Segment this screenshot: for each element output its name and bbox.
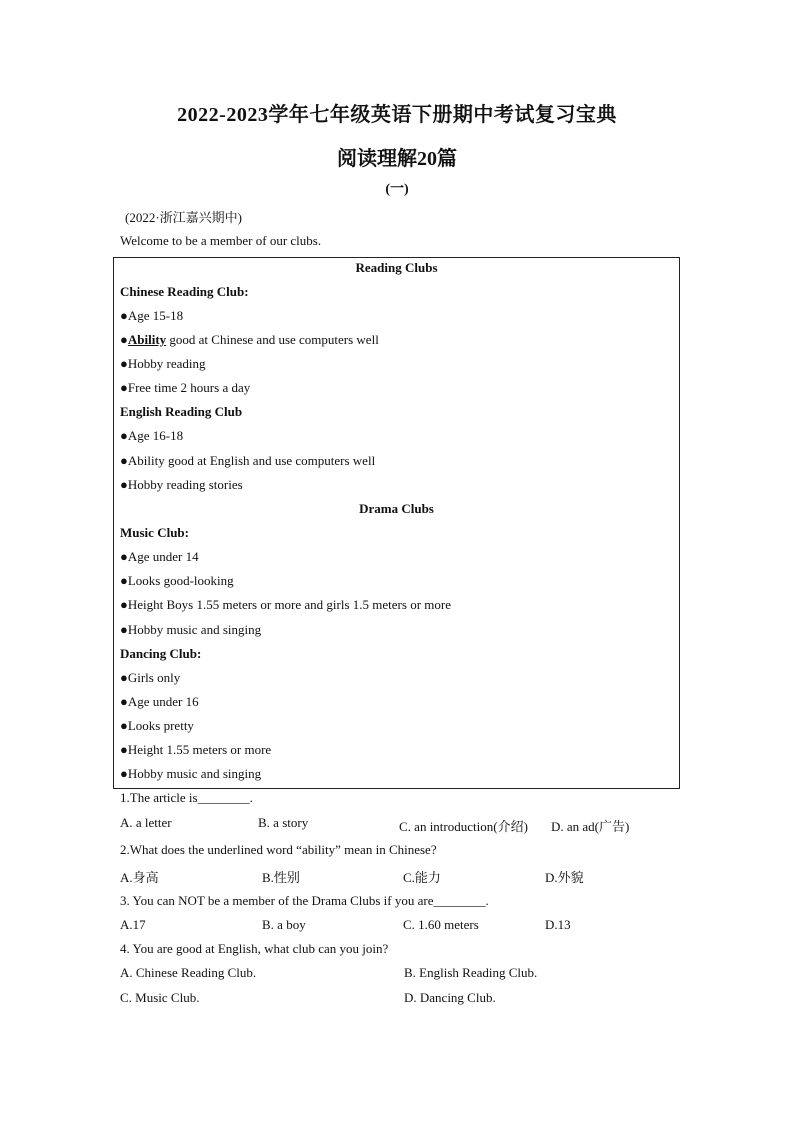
question-3-stem: 3. You can NOT be a member of the Drama Clubs if you are________. (120, 893, 489, 908)
question-2-option-d: D.外貌 (545, 870, 584, 885)
dancing-club-hobby: ●Hobby music and singing (120, 766, 262, 781)
chinese-club-hobby: ●Hobby reading (120, 356, 206, 371)
passage-source: (2022·浙江嘉兴期中) (125, 210, 242, 225)
dancing-club-girls: ●Girls only (120, 670, 181, 685)
bullet: ● (120, 332, 128, 347)
question-1-option-b: B. a story (258, 815, 309, 830)
english-club-hobby: ●Hobby reading stories (120, 477, 243, 492)
chinese-club-ability (120, 332, 379, 348)
question-1-option-a: A. a letter (120, 815, 172, 830)
music-club-hobby: ●Hobby music and singing (120, 622, 262, 637)
english-club-name: English Reading Club (120, 404, 243, 419)
music-club-height: ●Height Boys 1.55 meters or more and girls 1.5 meters or more (120, 597, 451, 612)
question-3-option-d: D.13 (545, 917, 571, 932)
reading-clubs-heading: Reading Clubs (355, 260, 438, 275)
music-club-looks: ●Looks good-looking (120, 573, 234, 588)
question-4-option-c: C. Music Club. (120, 990, 200, 1005)
dancing-club-name: Dancing Club: (120, 646, 202, 661)
question-3-option-b: B. a boy (262, 917, 306, 932)
ability-text: good at Chinese and use computers well (166, 332, 379, 347)
question-3-option-c: C. 1.60 meters (403, 917, 479, 932)
question-1-option-c: C. an introduction(介绍) (399, 819, 528, 834)
question-2-option-a: A.身高 (120, 870, 159, 885)
page-title: 2022-2023学年七年级英语下册期中考试复习宝典 (177, 104, 617, 126)
question-2-option-b: B.性别 (262, 870, 300, 885)
dancing-club-height: ●Height 1.55 meters or more (120, 742, 272, 757)
section-number: (一) (385, 182, 409, 197)
dancing-club-age: ●Age under 16 (120, 694, 199, 709)
question-4-option-a: A. Chinese Reading Club. (120, 965, 257, 980)
question-1-option-d: D. an ad(广告) (551, 819, 630, 834)
chinese-club-name: Chinese Reading Club: (120, 284, 249, 299)
question-4-stem: 4. You are good at English, what club can you join? (120, 941, 389, 956)
english-club-age: ●Age 16-18 (120, 428, 184, 443)
passage-intro: Welcome to be a member of our clubs. (120, 233, 322, 248)
clubs-info-box (113, 257, 680, 789)
music-club-age: ●Age under 14 (120, 549, 199, 564)
chinese-club-age: ●Age 15-18 (120, 308, 184, 323)
chinese-club-free-time: ●Free time 2 hours a day (120, 380, 251, 395)
question-2-stem: 2.What does the underlined word “ability” mean in Chinese? (120, 842, 437, 857)
english-club-ability: ●Ability good at English and use computers well (120, 453, 376, 468)
page-subtitle: 阅读理解20篇 (337, 148, 457, 170)
question-4-option-d: D. Dancing Club. (404, 990, 496, 1005)
question-1-stem: 1.The article is________. (120, 790, 253, 805)
question-4-option-b: B. English Reading Club. (404, 965, 538, 980)
drama-clubs-heading: Drama Clubs (359, 501, 434, 516)
music-club-name: Music Club: (120, 525, 189, 540)
question-3-option-a: A.17 (120, 917, 146, 932)
dancing-club-looks: ●Looks pretty (120, 718, 194, 733)
underlined-ability-word: Ability (127, 332, 167, 347)
question-2-option-c: C.能力 (403, 870, 441, 885)
